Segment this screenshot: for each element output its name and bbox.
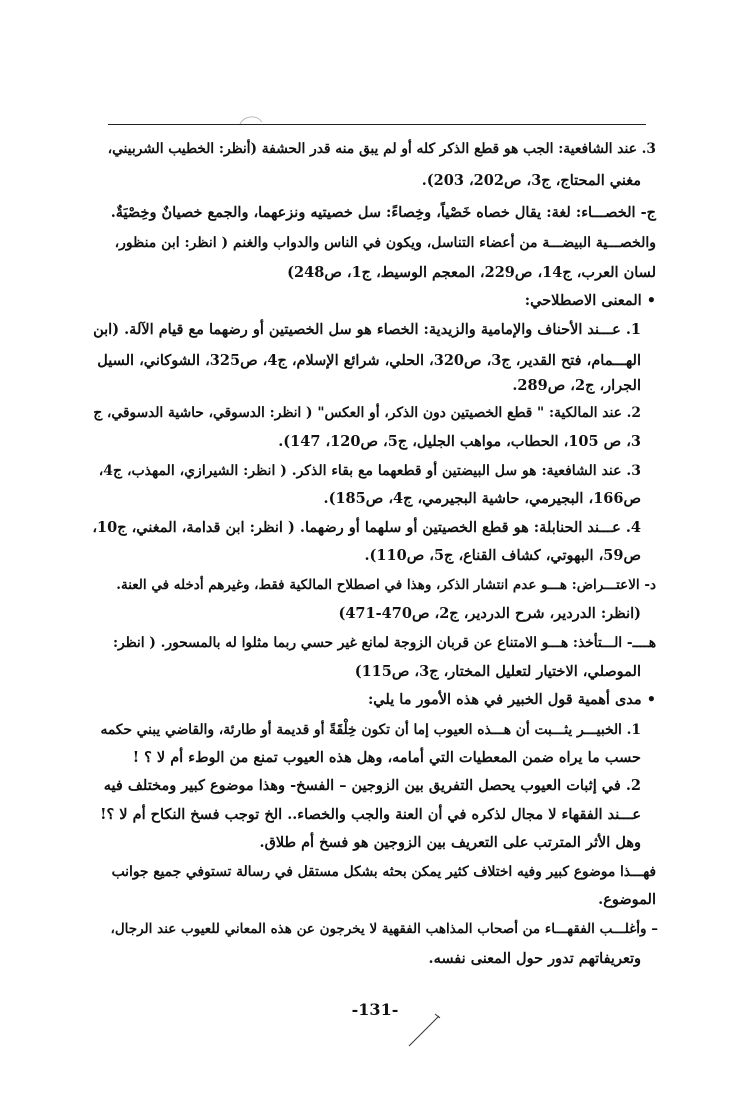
pen-mark xyxy=(405,1010,445,1050)
text-line: مغني المحتاج، ج3، ص202، 203). xyxy=(421,172,641,189)
text-line: 2. عند المالكية: " قطع الخصيتين دون الذكر، أو العكس" ( انظر: الدسوقي، حاشية الدسوقي، ج xyxy=(93,405,641,421)
text-line: ص166، البجيرمي، حاشية البجيرمي، ج4، ص185). xyxy=(323,490,641,507)
text-line: 2. في إثبات العيوب يحصل التفريق بين الزوجين – الفسخ- وهذا موضوع كبير ومختلف فيه xyxy=(103,777,641,794)
text-line: الموضوع. xyxy=(598,891,656,908)
text-line: فهـــذا موضوع كبير وفيه اختلاف كثير يمكن بحثه بشكل مستقل في رسالة تستوفي جميع جوانب xyxy=(111,864,656,880)
text-line: الموصلي، الاختيار لتعليل المختار، ج3، ص115) xyxy=(354,663,641,680)
text-line: • المعنى الاصطلاحي: xyxy=(524,292,656,309)
text-line: • مدى أهمية قول الخبير في هذه الأمور ما يلي: xyxy=(367,691,656,708)
text-line: (انظر: الدردير، شرح الدردير، ج2، ص470-471) xyxy=(338,605,641,622)
page-number: -131- xyxy=(351,1000,399,1019)
text-line: وتعريفاتهم تدور حول المعنى نفسه. xyxy=(428,950,641,967)
text-line: 3. عند الشافعية: الجب هو قطع الذكر كله أو لم يبق منه قدر الحشفة (أنظر: الخطيب الشربيني، xyxy=(107,141,656,157)
text-line: حسب ما يراه ضمن المعطيات التي أمامه، وهل هذه العيوب تمنع من الوطء أم لا ؟ ! xyxy=(132,749,641,766)
text-line: الهـــمام، فتح القدير، ج3، ص320، الحلي، شرائع الإسلام، ج4، ص325، الشوكاني، السيل xyxy=(97,352,641,369)
text-line: 3، ص 105، الحطاب، مواهب الجليل، ج5، ص120، 147). xyxy=(278,433,641,450)
text-line: د- الاعتـــراض: هـــو عدم انتشار الذكر، وهذا في اصطلاح المالكية فقط، وغيرهم أدخله في العنة. xyxy=(116,577,656,593)
header-rule xyxy=(108,124,646,125)
text-line: 1. عـــند الأحناف والإمامية والزيدية: الخصاء هو سل الخصيتين أو رضهما مع قيام الآلة. (ابن xyxy=(93,321,641,338)
text-line: 3. عند الشافعية: هو سل البيضتين أو قطعهما مع بقاء الذكر. ( انظر: الشيرازي، المهذب، ج4، xyxy=(98,463,641,479)
text-line: ج- الخصـــاء: لغة: يقال خصاه خَصْياً، وخِصاءً: سل خصيتيه ونزعهما، والجمع خصيانٌ وخِصْيَةٌ. xyxy=(110,204,656,221)
text-line: والخصـــية البيضـــة من أعضاء التناسل، ويكون في الناس والدواب والغنم ( انظر: ابن منظور، xyxy=(114,235,656,251)
text-line: الجرار، ج2، ص289. xyxy=(512,377,641,394)
text-line: 1. الخبيـــر يثـــبت أن هـــذه العيوب إما أن تكون خِلْقَةً أو قديمة أو طارئة، والقاضي يبني حكمه xyxy=(100,722,641,738)
text-line: لسان العرب، ج14، ص229، المعجم الوسيط، ج1، ص248) xyxy=(287,264,656,281)
text-line: 4. عـــند الحنابلة: هو قطع الخصيتين أو سلهما أو رضهما. ( انظر: ابن قدامة، المغني، ج10، xyxy=(92,519,641,536)
text-line: ص59، البهوتي، كشاف القناع، ج5، ص110). xyxy=(364,547,641,564)
text-line: هــــ- الـــتأخذ: هـــو الامتناع عن قربان الزوجة لمانع غير حسي ربما مثلوا له بالمسحور. ( انظر: xyxy=(112,635,656,651)
text-line: وهل الأثر المترتب على التعريف بين الزوجين هو فسخ أم طلاق. xyxy=(259,834,641,851)
text-line: – وأغلـــب الفقهـــاء من أصحاب المذاهب الفقهية لا يخرجون عن هذه المعاني للعيوب عند الرجال، xyxy=(110,921,658,937)
text-line: عـــند الفقهاء لا مجال لذكره في أن العنة والجب والخصاء.. الخ توجب فسخ النكاح أم لا ؟! xyxy=(100,806,641,823)
